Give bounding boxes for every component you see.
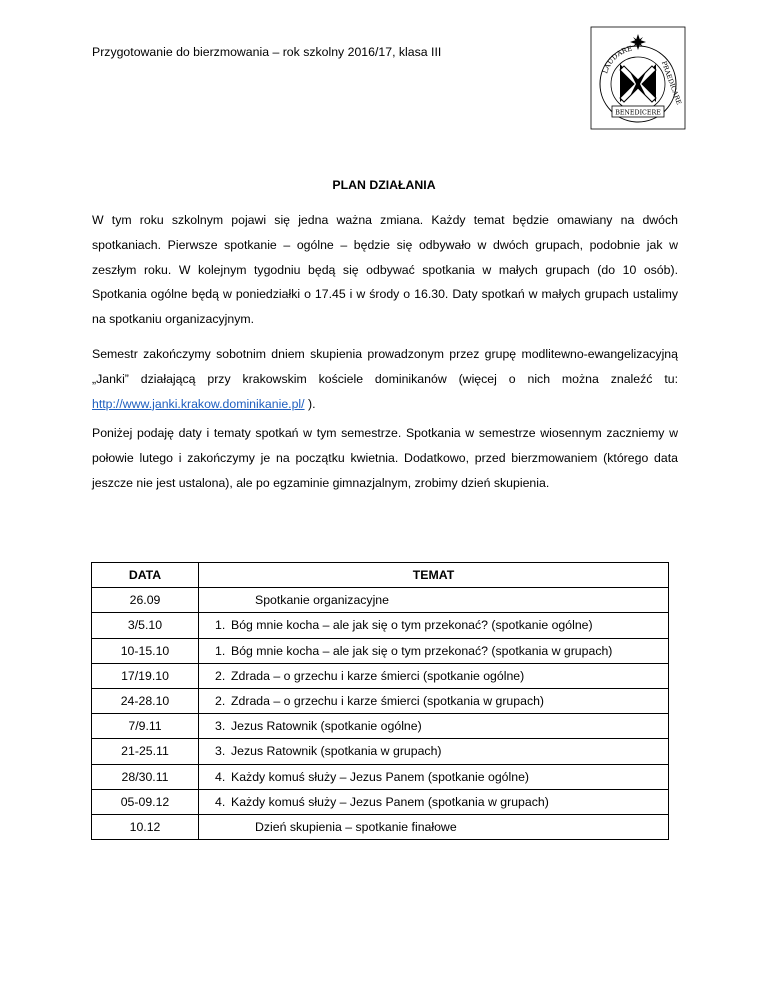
table-row — [92, 789, 669, 814]
row-number: 2. — [215, 694, 226, 709]
cross-shield-icon — [620, 64, 656, 102]
row-date: 21-25.11 — [92, 739, 199, 764]
row-number: 4. — [215, 794, 226, 809]
row-date: 28/30.11 — [92, 764, 199, 789]
row-topic: Zdrada – o grzechu i karze śmierci (spotkania w grupach) — [231, 694, 545, 709]
table-row — [92, 613, 669, 638]
paragraph-semester-end — [92, 342, 678, 416]
row-topic-cell — [199, 789, 669, 814]
row-date: 26.09 — [92, 588, 199, 613]
row-topic: Jezus Ratownik (spotkania w grupach) — [231, 744, 442, 759]
header-date: DATA — [92, 563, 199, 588]
page-header: Przygotowanie do bierzmowania – rok szkolny 2016/17, klasa III — [92, 45, 442, 59]
row-topic: Zdrada – o grzechu i karze śmierci (spotkanie ogólne) — [231, 668, 525, 683]
row-date: 7/9.11 — [92, 714, 199, 739]
header-topic: TEMAT — [199, 563, 669, 588]
row-number: 4. — [215, 769, 226, 784]
table-row — [92, 588, 669, 613]
row-date: 10.12 — [92, 814, 199, 839]
crest-text-laudare: LAUDARE — [601, 44, 634, 75]
row-topic-cell — [199, 764, 669, 789]
row-date: 17/19.10 — [92, 663, 199, 688]
row-topic: Bóg mnie kocha – ale jak się o tym przekonać? (spotkanie ogólne) — [231, 618, 593, 633]
table-row — [92, 714, 669, 739]
row-topic-cell — [199, 739, 669, 764]
row-date: 10-15.10 — [92, 638, 199, 663]
row-topic-cell — [199, 714, 669, 739]
schedule-table — [91, 562, 669, 840]
page-title: PLAN DZIAŁANIA — [332, 178, 436, 192]
row-number: 1. — [215, 643, 226, 658]
row-topic: Każdy komuś służy – Jezus Panem (spotkania w grupach) — [231, 794, 549, 809]
table-row — [92, 739, 669, 764]
row-topic-cell — [199, 663, 669, 688]
paragraph-semester-end-tail: ). — [304, 396, 316, 411]
table-row — [92, 688, 669, 713]
row-date: 24-28.10 — [92, 688, 199, 713]
crest-text-benedicere: BENEDICERE — [615, 109, 661, 117]
row-topic-cell — [199, 688, 669, 713]
row-number: 1. — [215, 618, 226, 633]
crest-text-praedicare: PRAEDICARE — [659, 59, 684, 106]
row-topic-cell — [199, 638, 669, 663]
table-row — [92, 764, 669, 789]
paragraph-intro: W tym roku szkolnym pojawi się jedna ważna zmiana. Każdy temat będzie omawiany na dwóch spotkaniach. Pierwsze spotkanie – ogólne – będzie się odbywało w dwóch grupach, podobnie jak w zeszłym roku. W kolejnym tygodniu będą się odbywać spotkania w małych grupach (do 10 osób). Spotkania ogólne będą w poniedziałki o 17.45 i w środy o 16.30. Daty spotkań w małych grupach ustalimy na spotkaniu organizacyjnym. — [92, 213, 678, 327]
row-topic: Każdy komuś służy – Jezus Panem (spotkanie ogólne) — [231, 769, 530, 784]
row-date: 05-09.12 — [92, 789, 199, 814]
row-topic: Jezus Ratownik (spotkanie ogólne) — [231, 719, 422, 734]
row-number: 2. — [215, 668, 226, 683]
row-topic-cell — [199, 613, 669, 638]
row-date: 3/5.10 — [92, 613, 199, 638]
star-icon — [630, 34, 646, 50]
table-row — [92, 663, 669, 688]
row-topic: Bóg mnie kocha – ale jak się o tym przekonać? (spotkania w grupach) — [231, 643, 613, 658]
row-number: 3. — [215, 719, 226, 734]
paragraph-semester-end-text: Semestr zakończymy sobotnim dniem skupienia prowadzonym przez grupę modlitewno-ewangelizacyjną „Janki” działającą przy krakowskim kościele dominikanów (więcej o nich można znaleźć tu: — [92, 347, 678, 386]
dominican-crest-logo — [590, 26, 686, 130]
row-topic-cell — [199, 814, 669, 839]
paragraph-schedule-info: Poniżej podaję daty i tematy spotkań w tym semestrze. Spotkania w semestrze wiosennym zaczniemy w połowie lutego i zakończymy je na początku kwietnia. Dodatkowo, przed bierzmowaniem (którego data jeszcze nie jest ustalona), ale po egzaminie gimnazjalnym, zrobimy dzień skupienia. — [92, 426, 678, 490]
row-topic-cell — [199, 588, 669, 613]
row-topic: Dzień skupienia – spotkanie finałowe — [255, 819, 457, 834]
row-number: 3. — [215, 744, 226, 759]
table-row — [92, 814, 669, 839]
janki-website-link[interactable]: http://www.janki.krakow.dominikanie.pl/ — [92, 396, 305, 411]
table-header-row — [92, 563, 669, 588]
row-topic: Spotkanie organizacyjne — [255, 593, 389, 608]
table-row — [92, 638, 669, 663]
